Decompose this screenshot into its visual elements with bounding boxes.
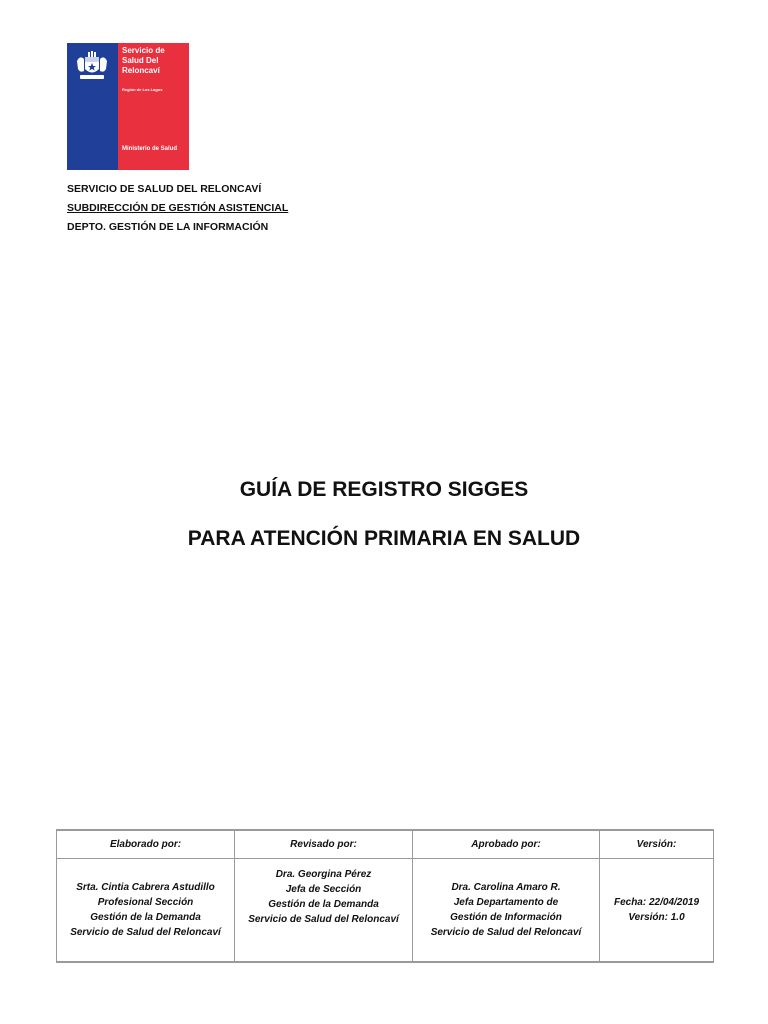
version-number: Versión: 1.0 (628, 912, 685, 923)
organization-header (67, 180, 288, 237)
elaborado-name: Srta. Cintia Cabrera Astudillo (76, 882, 215, 893)
cell-revisado (235, 859, 413, 963)
approval-table (56, 829, 714, 963)
logo-title: Servicio de Salud Del Reloncaví (122, 46, 165, 75)
org-line-service: SERVICIO DE SALUD DEL RELONCAVÍ (67, 183, 262, 195)
logo-region: Región de Los Lagos (122, 87, 163, 92)
elaborado-org: Servicio de Salud del Reloncaví (70, 927, 221, 938)
document-subtitle: PARA ATENCIÓN PRIMARIA EN SALUD (187, 527, 581, 550)
header-version: Versión: (600, 830, 714, 859)
header-revisado: Revisado por: (235, 830, 413, 859)
approval-table-row (57, 859, 714, 963)
header-elaborado: Elaborado por: (57, 830, 235, 859)
aprobado-org: Servicio de Salud del Reloncaví (430, 927, 582, 938)
aprobado-role: Jefa Departamento de (453, 897, 559, 908)
cell-elaborado (57, 859, 235, 963)
cell-aprobado (413, 859, 600, 963)
logo-red-panel (118, 43, 189, 170)
document-title: GUÍA DE REGISTRO SIGGES (239, 478, 529, 501)
elaborado-role: Profesional Sección (97, 897, 194, 908)
version-date: Fecha: 22/04/2019 (613, 897, 700, 908)
org-line-subdirection: SUBDIRECCIÓN DE GESTIÓN ASISTENCIAL (67, 202, 289, 214)
institution-logo (67, 43, 189, 170)
aprobado-name: Dra. Carolina Amaro R. (451, 882, 561, 893)
revisado-role: Jefa de Sección (285, 884, 362, 895)
revisado-unit: Gestión de la Demanda (268, 899, 379, 910)
revisado-name: Dra. Georgina Pérez (275, 869, 372, 880)
cell-version (600, 859, 714, 963)
header-aprobado: Aprobado por: (413, 830, 600, 859)
org-line-department: DEPTO. GESTIÓN DE LA INFORMACIÓN (67, 221, 269, 233)
approval-table-header-row (57, 830, 714, 859)
aprobado-unit: Gestión de Información (450, 912, 562, 923)
logo-ministry: Ministerio de Salud (122, 146, 178, 152)
logo-blue-panel (67, 43, 118, 170)
revisado-org: Servicio de Salud del Reloncaví (248, 914, 399, 925)
chile-coat-of-arms-icon (74, 51, 110, 83)
elaborado-unit: Gestión de la Demanda (90, 912, 201, 923)
